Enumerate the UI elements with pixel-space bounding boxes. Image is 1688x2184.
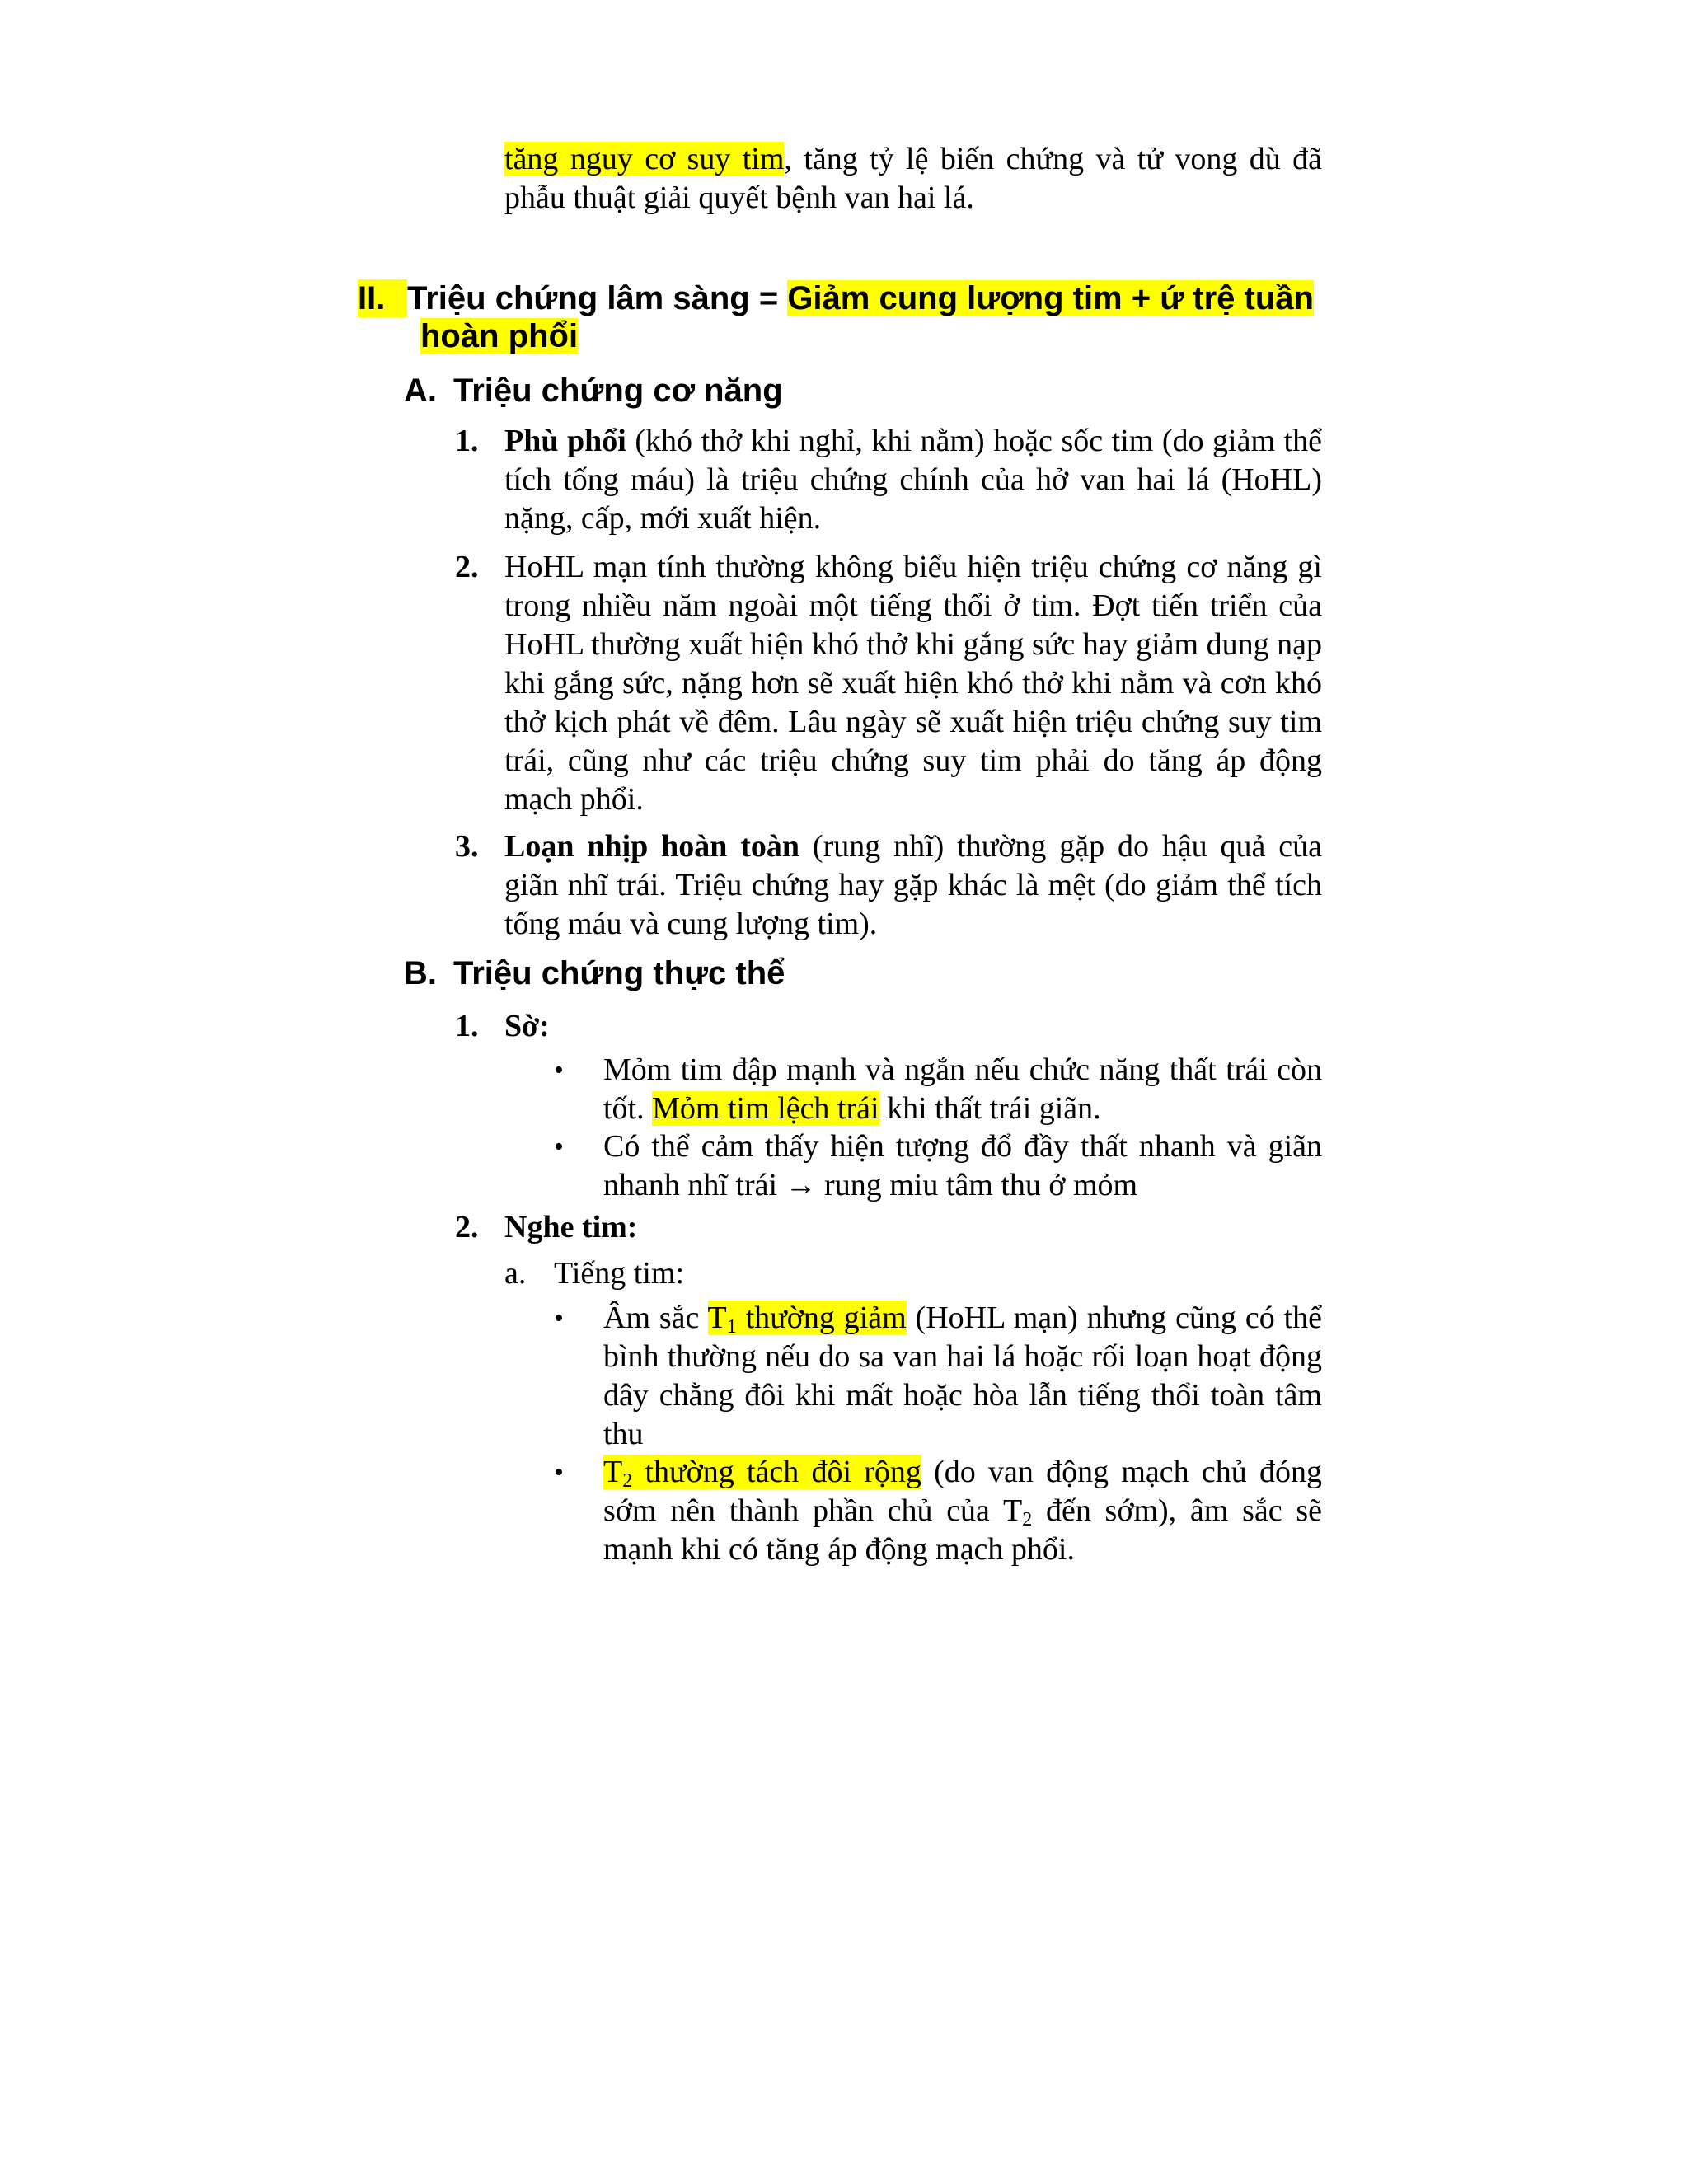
palpation-title: Sờ: [504, 1009, 550, 1043]
section-b-heading [404, 954, 785, 992]
sub-letter: a. [504, 1256, 527, 1291]
bullet-highlight: Mỏm tim lệch trái [652, 1091, 879, 1126]
bullet-item [554, 1299, 1322, 1454]
section-2-title-plain: Triệu chứng lâm sàng = [407, 280, 788, 316]
bullet-icon: • [554, 1132, 564, 1162]
bullet-item [554, 1051, 1322, 1128]
item-number: 1. [455, 1009, 479, 1043]
item-number: 3. [455, 829, 479, 864]
sub-title: Tiếng tim: [554, 1256, 685, 1291]
item-text: (khó thở khi nghỉ, khi nằm) hoặc sốc tim (do giảm thể tích tống máu) là triệu chứng chính của hở van hai lá (HoHL) nặng, cấp, mới xuất hiện. [504, 424, 1322, 536]
bullet-item [554, 1127, 1322, 1205]
intro-text: , tăng tỷ lệ biến chứng và tử vong dù đã phẫu thuật giải quyết bệnh van hai lá. [504, 142, 1322, 215]
section-a-title: Triệu chứng cơ năng [453, 373, 783, 409]
auscultation-heading [455, 1208, 1322, 1247]
section-2-title-highlight-1: Giảm cung lượng tim + ứ trệ tuần [787, 280, 1314, 316]
intro-highlight: tăng nguy cơ suy tim [504, 142, 785, 176]
bullet-text: đến sớm), âm sắc sẽ mạnh khi có tăng áp động mạch phổi. [603, 1493, 1322, 1567]
list-item [455, 827, 1322, 944]
bullet-item: • $T_2$ thường tách đôi rộng (do van động mạch chủ đóng sớm nên thành phần chủ của $T_2$ đến sớm), âm sắc sẽ mạnh khi có tăng áp động mạch phổi. [554, 1455, 1322, 1567]
section-2-title-highlight-2: hoàn phổi [420, 318, 579, 354]
section-2-number: II. [358, 279, 407, 317]
item-text: HoHL mạn tính thường không biểu hiện triệu chứng cơ năng gì trong nhiều năm ngoài một tiếng thổi ở tim. Đợt tiến triển của HoHL thường xuất hiện khó thở khi gắng sức hay giảm dung nạp khi gắng sức, nặng hơn sẽ xuất hiện khó thở khi nằm và cơn khó thở kịch phát về đêm. Lâu ngày sẽ xuất hiện triệu chứng suy tim trái, cũng như các triệu chứng suy tim phải do tăng áp động mạch phổi. [504, 550, 1322, 817]
bullet-icon: • [554, 1055, 564, 1085]
heart-sounds-subheading [504, 1254, 684, 1293]
item-bold: Loạn nhịp hoàn toàn [504, 829, 800, 864]
palpation-heading [455, 1007, 1322, 1046]
section-b-title: Triệu chứng thực thể [453, 955, 785, 991]
bullet-icon: • [554, 1457, 564, 1488]
bullet-text: khi thất trái giãn. [879, 1091, 1101, 1126]
item-number: 2. [455, 1210, 479, 1244]
bullet-text: Mỏm tim đập mạnh và ngắn nếu chức năng thất trái còn tốt. [603, 1052, 1322, 1126]
intro-paragraph [504, 140, 1322, 218]
item-bold: Phù phổi [504, 424, 626, 458]
item-text: (rung nhĩ) thường gặp do hậu quả của giãn nhĩ trái. Triệu chứng hay gặp khác là mệt (do giảm thể tích tống máu và cung lượng tim). [504, 829, 1322, 941]
bullet-icon: • [554, 1303, 564, 1333]
item-number: 1. [455, 424, 479, 458]
bullet-text: Có thể cảm thấy hiện tượng đổ đầy thất nhanh và giãn nhanh nhĩ trái → rung miu tâm thu ở mỏm [603, 1129, 1322, 1202]
item-number: 2. [455, 550, 479, 584]
section-a-letter: A. [404, 373, 437, 409]
bullet-highlight: $T_2$ thường tách đôi rộng [603, 1455, 921, 1492]
section-a-heading [404, 372, 783, 410]
section-2-heading [358, 279, 1322, 355]
list-item [455, 548, 1322, 819]
list-item [455, 422, 1322, 538]
bullet-highlight: $T_1$ thường giảm [707, 1301, 907, 1338]
auscultation-title: Nghe tim: [504, 1210, 638, 1244]
bullet-text: Âm sắc [603, 1301, 708, 1335]
bullet-text: (do van động mạch chủ đóng sớm nên thành phần chủ của T [603, 1455, 1322, 1528]
section-b-letter: B. [404, 955, 437, 991]
bullet-text: (HoHL mạn) nhưng cũng có thể bình thường nếu do sa van hai lá hoặc rối loạn hoạt động dây chằng đôi khi mất hoặc hòa lẫn tiếng thổi toàn tâm thu [603, 1301, 1322, 1451]
